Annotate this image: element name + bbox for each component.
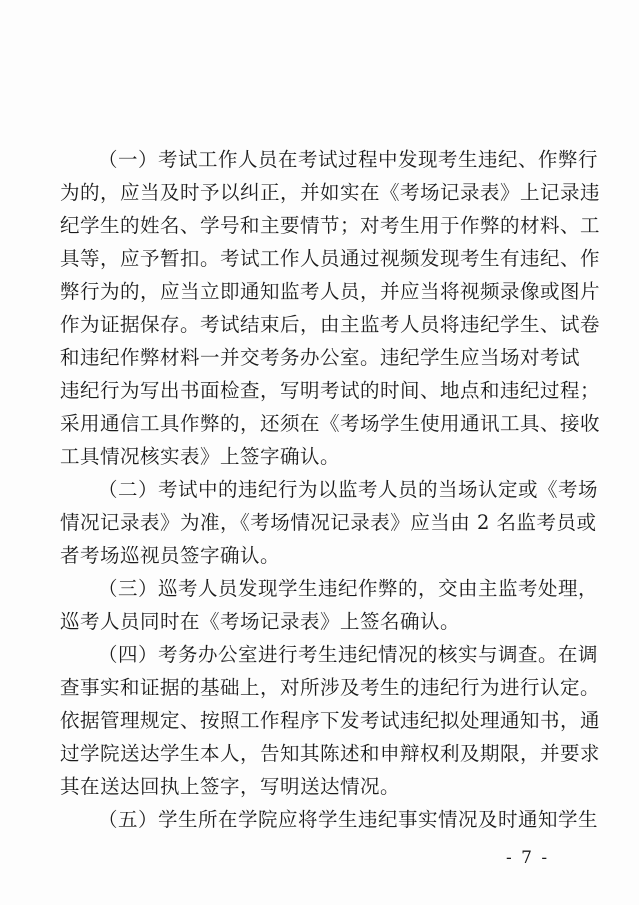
text-line: 依据管理规定、按照工作程序下发考试违纪拟处理通知书，通 (60, 709, 601, 732)
text-line: 具等，应予暂扣。考试工作人员通过视频发现考生有违纪、作 (60, 247, 601, 270)
text-line: （一）考试工作人员在考试过程中发现考生违纪、作弊行 (98, 148, 599, 171)
text-line: 和违纪作弊材料一并交考务办公室。违纪学生应当场对考试 (60, 346, 581, 369)
text-line: 情况记录表》为准，《考场情况记录表》应当由 2 名监考员或 (60, 511, 597, 534)
page-number: - 7 - (506, 848, 550, 868)
text-line: 纪学生的姓名、学号和主要情节；对考生用于作弊的材料、工 (60, 214, 601, 237)
text-line: 弊行为的，应当立即通知监考人员，并应当将视频录像或图片 (60, 280, 601, 303)
text-line: 为的，应当及时予以纠正，并如实在《考场记录表》上记录违 (60, 181, 601, 204)
text-line: （三）巡考人员发现学生违纪作弊的，交由主监考处理， (98, 577, 599, 600)
text-line: 者考场巡视员签字确认。 (60, 544, 281, 567)
text-line: （四）考务办公室进行考生违纪情况的核实与调查。在调 (98, 643, 599, 666)
text-line: 作为证据保存。考试结束后，由主监考人员将违纪学生、试卷 (60, 313, 601, 336)
text-line: 工具情况核实表》上签字确认。 (60, 445, 341, 468)
text-line: 违纪行为写出书面检查，写明考试的时间、地点和违纪过程； (60, 379, 601, 402)
text-line: 其在送达回执上签字，写明送达情况。 (60, 775, 401, 798)
text-line: 巡考人员同时在《考场记录表》上签名确认。 (60, 610, 461, 633)
text-line: （五）学生所在学院应将学生违纪事实情况及时通知学生 (98, 808, 599, 831)
text-line: 查事实和证据的基础上，对所涉及考生的违纪行为进行认定。 (60, 676, 601, 699)
text-line: 采用通信工具作弊的，还须在《考场学生使用通讯工具、接收 (60, 412, 601, 435)
text-line: （二）考试中的违纪行为以监考人员的当场认定或《考场 (98, 478, 599, 501)
text-line: 过学院送达学生本人，告知其陈述和申辩权利及期限，并要求 (60, 742, 601, 765)
